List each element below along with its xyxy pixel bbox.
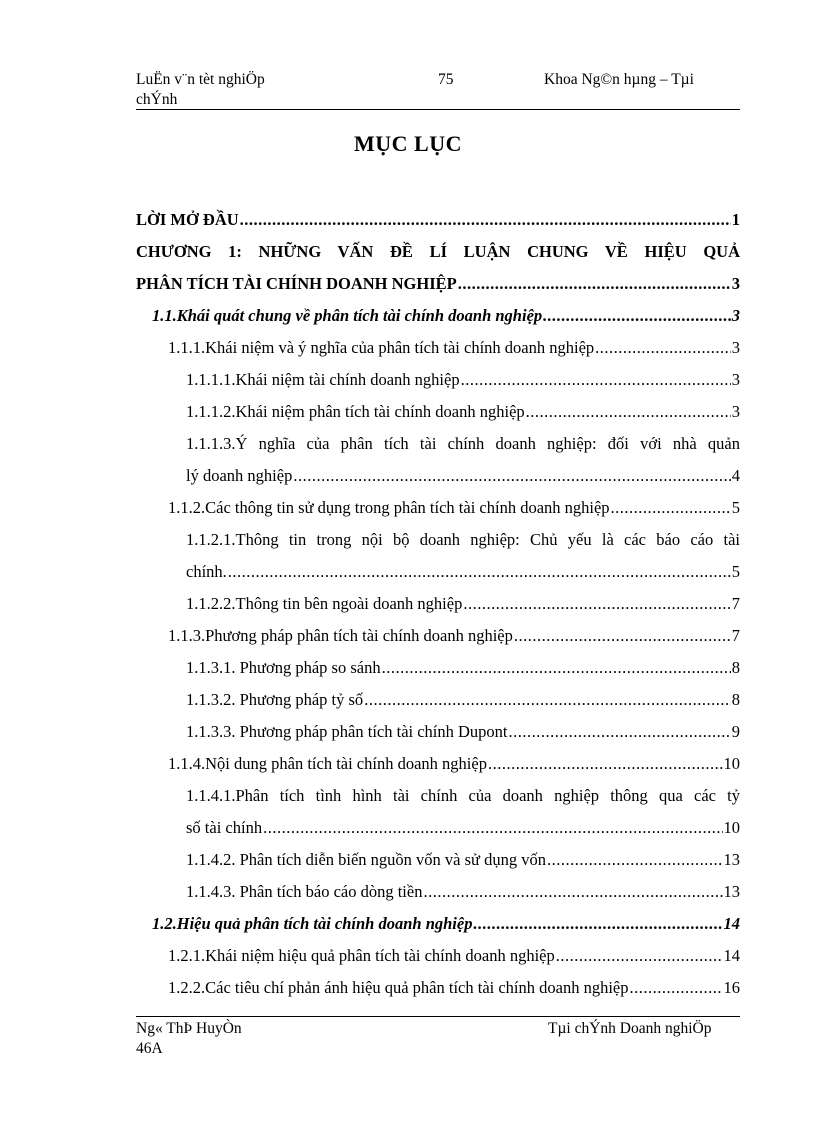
toc-entry-1-1-2[interactable]: 1.1.2.Các thông tin sử dụng trong phân tích tài chính doanh nghiệp ..... 5 bbox=[136, 492, 740, 524]
toc-entry-1-1-1-2[interactable]: 1.1.1.2.Khái niệm phân tích tài chính doanh nghiệp ..... 3 bbox=[136, 396, 740, 428]
toc-entry-chapter-1-continued[interactable]: PHÂN TÍCH TÀI CHÍNH DOANH NGHIỆP ..... 3 bbox=[136, 268, 740, 300]
toc-entry-1-1-2-2[interactable]: 1.1.2.2.Thông tin bên ngoài doanh nghiệp ..... 7 bbox=[136, 588, 740, 620]
toc-entry-1-1-4-3[interactable]: 1.1.4.3. Phân tích báo cáo dòng tiền ..... 13 bbox=[136, 876, 740, 908]
toc-entry-1-2-2[interactable]: 1.2.2.Các tiêu chí phản ánh hiệu quả phân tích tài chính doanh nghiệp ..... 16 bbox=[136, 972, 740, 1004]
footer-author: Ng« ThÞ HuyÒn bbox=[136, 1020, 242, 1037]
toc-entry-1-1-3[interactable]: 1.1.3.Phương pháp phân tích tài chính doanh nghiệp ..... 7 bbox=[136, 620, 740, 652]
toc-entry-1-1-2-1[interactable]: 1.1.2.1.Thông tin trong nội bộ doanh nghiệp: Chủ yếu là các báo cáo tài bbox=[186, 530, 740, 549]
footer-rule bbox=[136, 1016, 740, 1017]
toc-entry-1-1-1-3[interactable]: 1.1.1.3.Ý nghĩa của phân tích tài chính doanh nghiệp: đối với nhà quản bbox=[186, 434, 740, 453]
toc-entry-1-1-1-3-continued[interactable]: lý doanh nghiệp ..... 4 bbox=[136, 460, 740, 492]
toc-entry-1-1-3-1[interactable]: 1.1.3.1. Phương pháp so sánh ..... 8 bbox=[136, 652, 740, 684]
toc-entry-1-1-2-1-continued[interactable]: chính. ..... 5 bbox=[136, 556, 740, 588]
header-document-type: LuËn v¨n tèt nghiÖp bbox=[136, 71, 265, 88]
toc-entry-1-1-4[interactable]: 1.1.4.Nội dung phân tích tài chính doanh nghiệp ..... 10 bbox=[136, 748, 740, 780]
toc-entry-preface[interactable]: LỜI MỞ ĐẦU ..... 1 bbox=[136, 204, 740, 236]
table-of-contents bbox=[136, 204, 740, 1004]
header-page-number: 75 bbox=[438, 71, 454, 88]
toc-entry-1-1-1-1[interactable]: 1.1.1.1.Khái niệm tài chính doanh nghiệp ..... 3 bbox=[136, 364, 740, 396]
toc-entry-1-1-4-1[interactable]: 1.1.4.1.Phân tích tình hình tài chính của doanh nghiệp thông qua các tỷ bbox=[186, 786, 740, 805]
toc-entry-1-2-1[interactable]: 1.2.1.Khái niệm hiệu quả phân tích tài chính doanh nghiệp ..... 14 bbox=[136, 940, 740, 972]
toc-entry-1-2[interactable]: 1.2.Hiệu quả phân tích tài chính doanh nghiệp ..... 14 bbox=[136, 908, 740, 940]
footer-class: 46A bbox=[136, 1040, 163, 1057]
toc-entry-1-1-1[interactable]: 1.1.1.Khái niệm và ý nghĩa của phân tích tài chính doanh nghiệp ..... 3 bbox=[136, 332, 740, 364]
footer-major: Tµi chÝnh Doanh nghiÖp bbox=[548, 1020, 712, 1037]
page-title: MỤC LỤC bbox=[354, 131, 462, 156]
header-faculty: Khoa Ng©n hµng – Tµi bbox=[544, 71, 694, 88]
toc-entry-1-1-4-1-continued[interactable]: số tài chính ..... 10 bbox=[136, 812, 740, 844]
toc-entry-1-1-3-2[interactable]: 1.1.3.2. Phương pháp tỷ số ..... 8 bbox=[136, 684, 740, 716]
toc-entry-1-1-3-3[interactable]: 1.1.3.3. Phương pháp phân tích tài chính Dupont ..... 9 bbox=[136, 716, 740, 748]
header-faculty-continued: chÝnh bbox=[136, 91, 178, 108]
toc-entry-1-1[interactable]: 1.1.Khái quát chung về phân tích tài chính doanh nghiệp ..... 3 bbox=[136, 300, 740, 332]
header-rule bbox=[136, 109, 740, 110]
toc-entry-1-1-4-2[interactable]: 1.1.4.2. Phân tích diễn biến nguồn vốn và sử dụng vốn ..... 13 bbox=[136, 844, 740, 876]
toc-entry-chapter-1[interactable]: CHƯƠNG 1: NHỮNG VẤN ĐỀ LÍ LUẬN CHUNG VỀ HIỆU QUẢ bbox=[136, 242, 740, 261]
